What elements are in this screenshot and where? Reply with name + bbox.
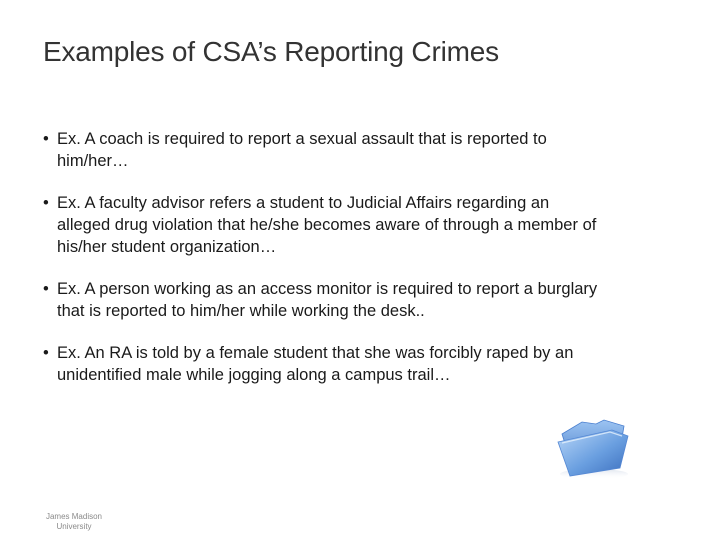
bullet-item — [43, 278, 603, 322]
bullet-marker: • — [43, 130, 49, 148]
folder-icon-graphic — [552, 412, 632, 482]
slide-title: Examples of CSA’s Reporting Crimes — [43, 36, 499, 67]
bullet-item — [43, 342, 603, 386]
bullet-marker: • — [43, 280, 49, 298]
footer-university: James Madison University — [45, 512, 103, 531]
bullet-text: Ex. A coach is required to report a sexual assault that is reported to him/her… — [57, 130, 547, 170]
bullet-list — [43, 128, 603, 406]
bullet-marker: • — [43, 194, 49, 212]
folder-icon — [552, 412, 632, 482]
bullet-marker: • — [43, 344, 49, 362]
bullet-item — [43, 128, 603, 172]
bullet-text: Ex. A faculty advisor refers a student to Judicial Affairs regarding an alleged drug violation that he/she becomes aware of through a member of his/her student organization… — [57, 194, 597, 256]
bullet-item — [43, 192, 603, 258]
bullet-text: Ex. A person working as an access monitor is required to report a burglary that is reported to him/her while working the desk.. — [57, 280, 598, 320]
bullet-text: Ex. An RA is told by a female student that she was forcibly raped by an unidentified male while jogging along a campus trail… — [57, 344, 574, 384]
